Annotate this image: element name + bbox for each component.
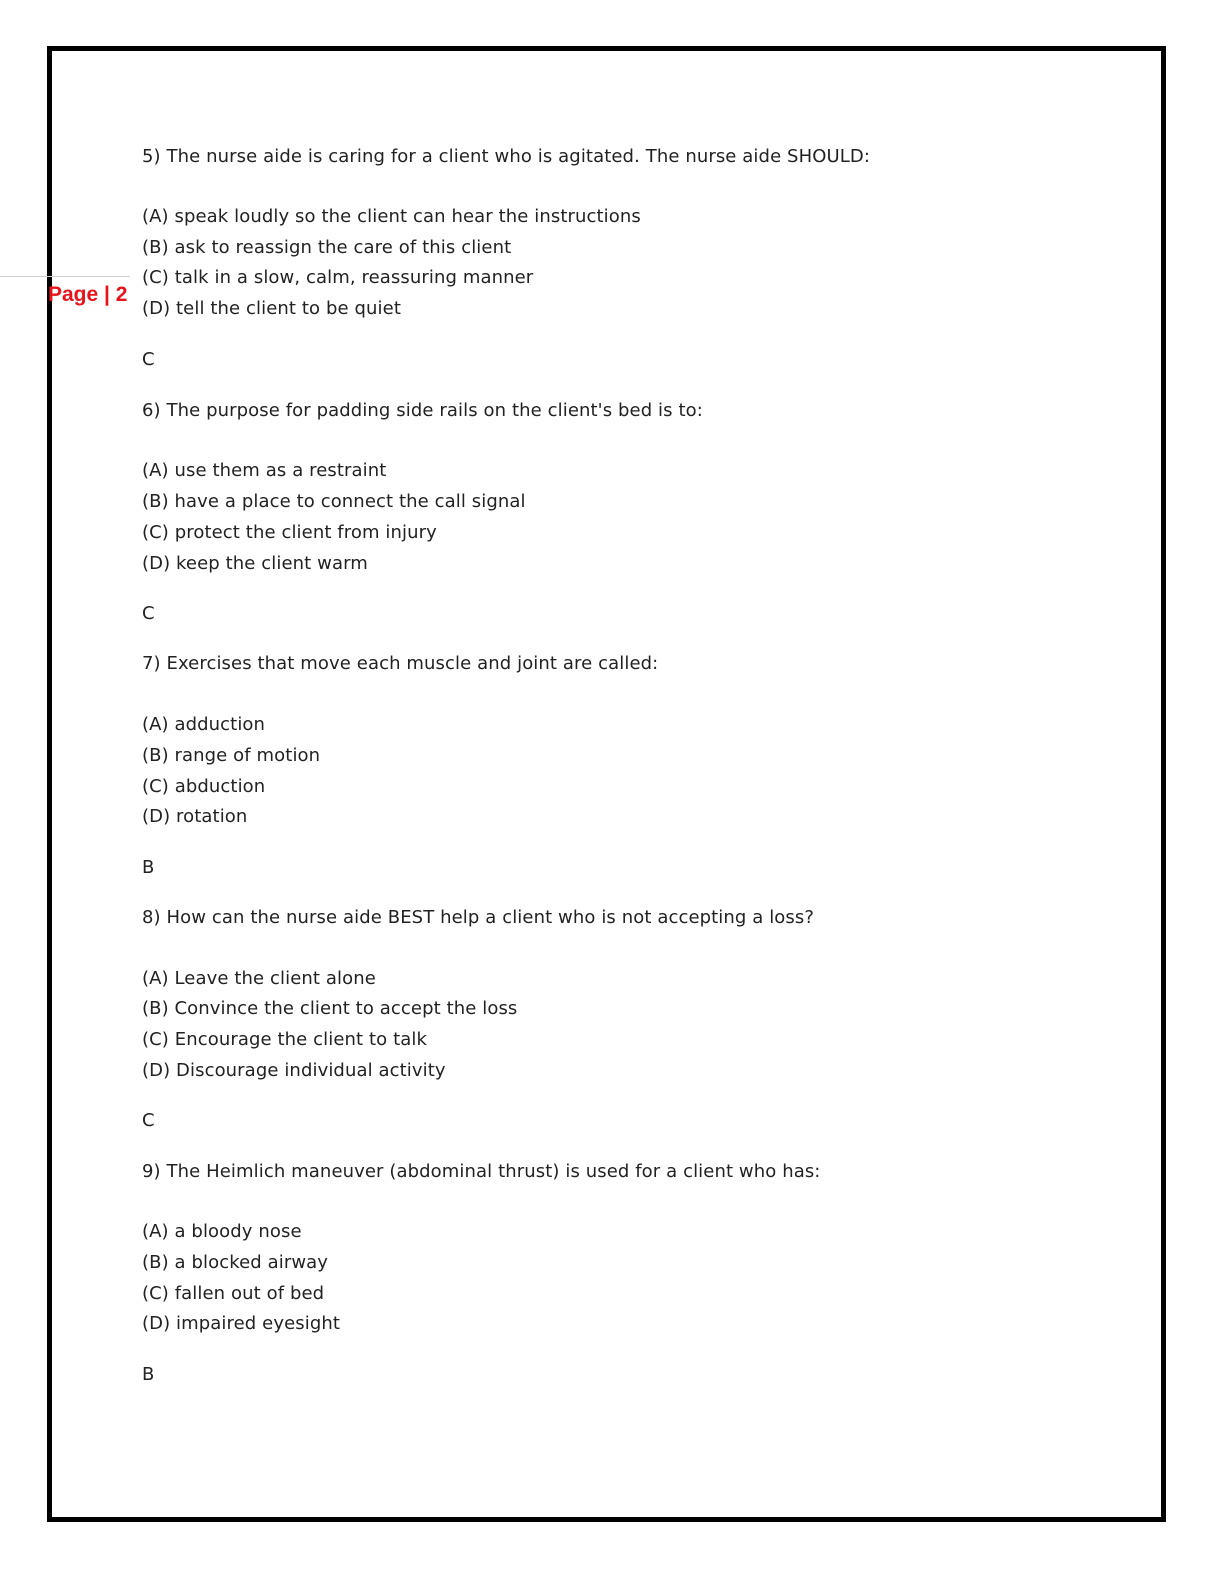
margin-rule bbox=[0, 276, 130, 277]
option-c: (C) protect the client from injury bbox=[142, 522, 437, 543]
option-a: (A) adduction bbox=[142, 714, 266, 735]
page-number-label: Page | 2 bbox=[48, 283, 128, 306]
option-c: (C) talk in a slow, calm, reassuring manner bbox=[142, 267, 534, 288]
option-b: (B) a blocked airway bbox=[142, 1252, 329, 1273]
option-c: (C) fallen out of bed bbox=[142, 1283, 325, 1304]
question-text: 5) The nurse aide is caring for a client who is agitated. The nurse aide SHOULD: bbox=[142, 146, 871, 167]
question-text: 8) How can the nurse aide BEST help a client who is not accepting a loss? bbox=[142, 907, 815, 928]
question-text: 6) The purpose for padding side rails on the client's bed is to: bbox=[142, 400, 703, 421]
option-d: (D) Discourage individual activity bbox=[142, 1060, 446, 1081]
answer-key: B bbox=[142, 1364, 155, 1385]
option-d: (D) tell the client to be quiet bbox=[142, 298, 401, 319]
option-c: (C) abduction bbox=[142, 776, 266, 797]
answer-key: B bbox=[142, 857, 155, 878]
answer-key: C bbox=[142, 603, 155, 624]
option-d: (D) impaired eyesight bbox=[142, 1313, 341, 1334]
question-text: 7) Exercises that move each muscle and joint are called: bbox=[142, 653, 659, 674]
option-b: (B) Convince the client to accept the loss bbox=[142, 998, 518, 1019]
option-d: (D) keep the client warm bbox=[142, 553, 368, 574]
option-b: (B) ask to reassign the care of this client bbox=[142, 237, 512, 258]
option-a: (A) speak loudly so the client can hear the instructions bbox=[142, 206, 641, 227]
option-b: (B) have a place to connect the call signal bbox=[142, 491, 526, 512]
option-c: (C) Encourage the client to talk bbox=[142, 1029, 428, 1050]
option-a: (A) a bloody nose bbox=[142, 1221, 302, 1242]
option-b: (B) range of motion bbox=[142, 745, 321, 766]
option-d: (D) rotation bbox=[142, 806, 248, 827]
answer-key: C bbox=[142, 1110, 155, 1131]
option-a: (A) Leave the client alone bbox=[142, 968, 376, 989]
option-a: (A) use them as a restraint bbox=[142, 460, 387, 481]
answer-key: C bbox=[142, 349, 155, 370]
question-text: 9) The Heimlich maneuver (abdominal thrust) is used for a client who has: bbox=[142, 1161, 821, 1182]
